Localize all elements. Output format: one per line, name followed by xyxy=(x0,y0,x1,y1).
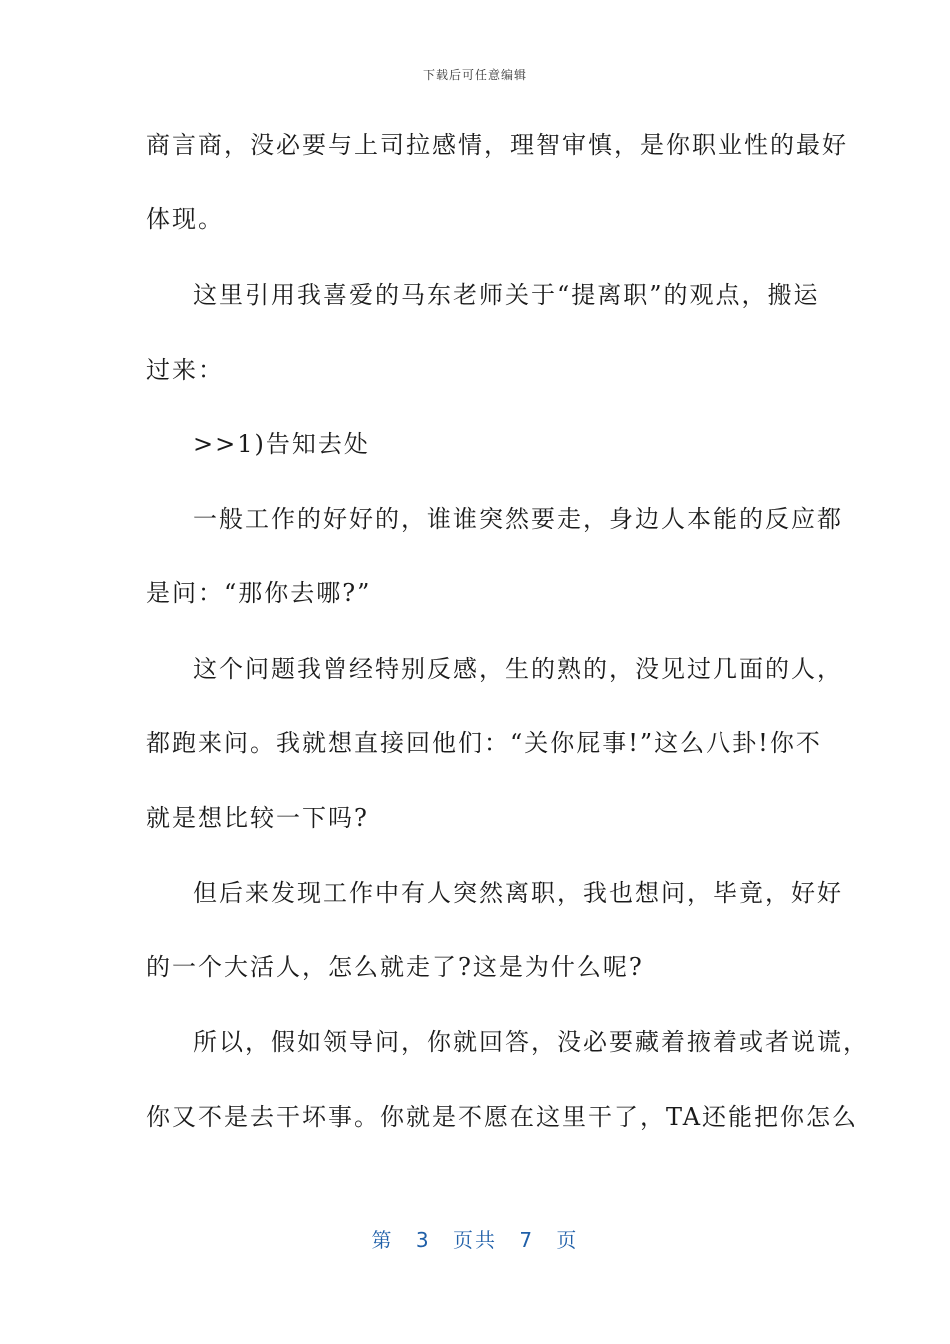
body-line: 但后来发现工作中有人突然离职，我也想问，毕竟，好好 xyxy=(193,879,843,907)
body-line: 过来： xyxy=(146,356,224,384)
body-line: 你又不是去干坏事。你就是不愿在这里干了，TA还能把你怎么 xyxy=(146,1103,859,1131)
body-line: 这里引用我喜爱的马东老师关于“提离职”的观点，搬运 xyxy=(193,281,820,309)
page-number: 第 3 页共 7 页 xyxy=(371,1228,579,1252)
body-line: 都跑来问。我就想直接回他们：“关你屁事!”这么八卦!你不 xyxy=(146,729,822,757)
body-line: 的一个大活人，怎么就走了?这是为什么呢? xyxy=(146,953,644,981)
body-line: 商言商，没必要与上司拉感情，理智审慎，是你职业性的最好 xyxy=(146,131,848,159)
body-line: 所以，假如领导问，你就回答，没必要藏着掖着或者说谎， xyxy=(193,1028,869,1056)
body-line: 一般工作的好好的，谁谁突然要走，身边人本能的反应都 xyxy=(193,505,843,533)
body-line: 体现。 xyxy=(146,205,224,233)
body-line: 就是想比较一下吗? xyxy=(146,804,369,832)
body-line: 是问：“那你去哪?” xyxy=(146,579,372,607)
page-header: 下载后可任意编辑 xyxy=(422,68,527,82)
section-heading: >>1)告知去处 xyxy=(193,430,370,458)
body-line: 这个问题我曾经特别反感，生的熟的，没见过几面的人， xyxy=(193,655,843,683)
